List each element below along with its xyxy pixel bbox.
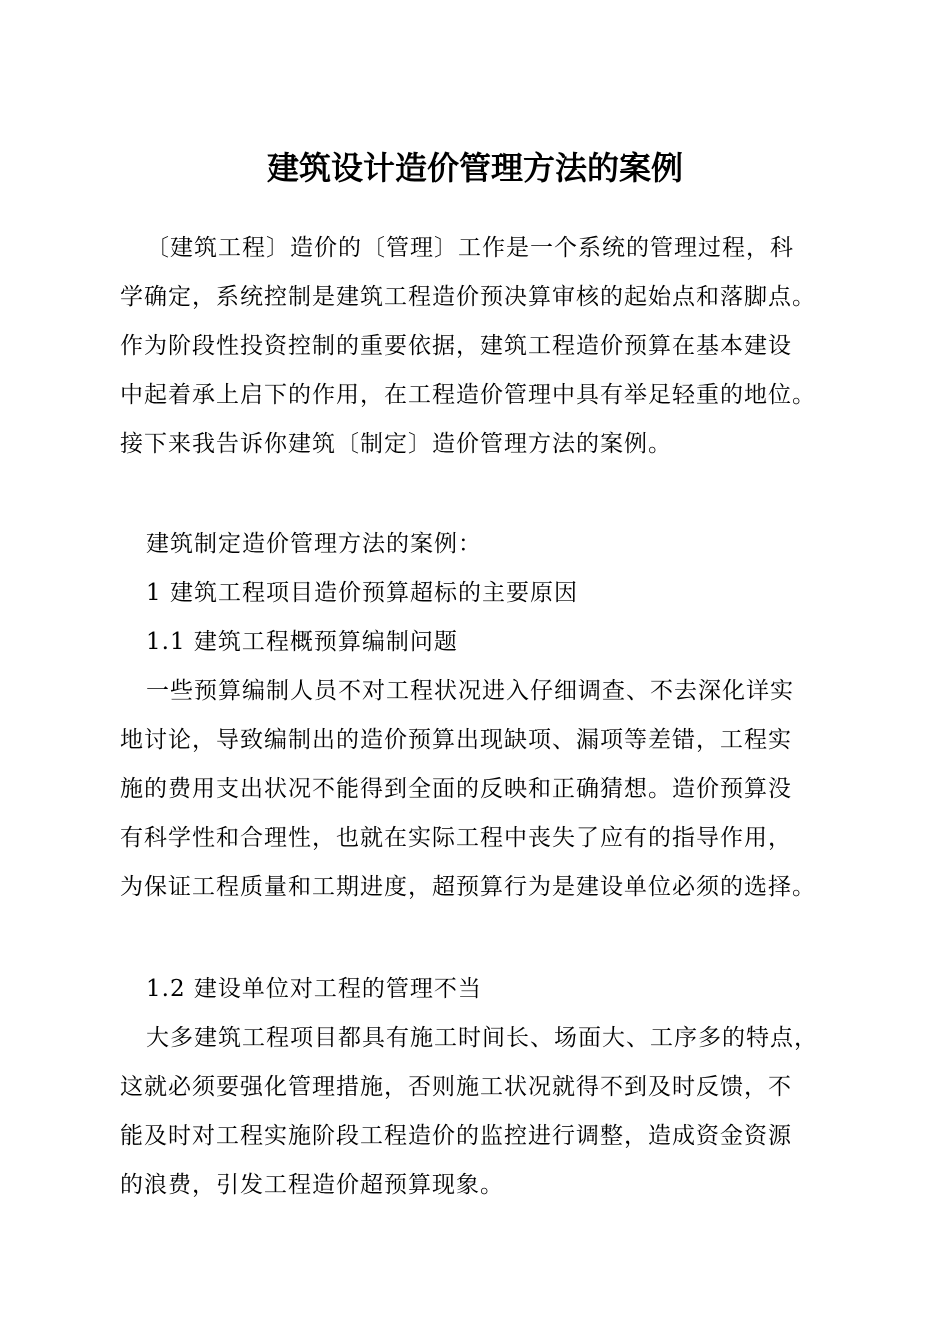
paragraph-1-1-line: 为保证工程质量和工期进度，超预算行为是建设单位必须的选择。 — [120, 874, 816, 900]
section-1-2 — [120, 965, 840, 1210]
heading-1-2: 1.2 建设单位对工程的管理不当 — [146, 976, 482, 1002]
intro-paragraph — [120, 224, 840, 469]
intro-line: 学确定，系统控制是建筑工程造价预决算审核的起始点和落脚点。 — [120, 284, 816, 310]
intro-line: 接下来我告诉你建筑〔制定〕造价管理方法的案例。 — [120, 431, 672, 457]
paragraph-1-1-line: 施的费用支出状况不能得到全面的反映和正确猜想。造价预算没 — [120, 776, 792, 802]
paragraph-1-1-line: 地讨论，导致编制出的造价预算出现缺项、漏项等差错，工程实 — [120, 727, 792, 753]
heading-1: 1 建筑工程项目造价预算超标的主要原因 — [146, 580, 578, 606]
paragraph-1-1-line: 一些预算编制人员不对工程状况进入仔细调查、不去深化详实 — [146, 678, 794, 704]
document-title: 建筑设计造价管理方法的案例 — [266, 149, 683, 187]
paragraph-1-2-line: 的浪费，引发工程造价超预算现象。 — [120, 1172, 504, 1198]
intro-line: 作为阶段性投资控制的重要依据，建筑工程造价预算在基本建设 — [120, 333, 792, 359]
paragraph-1-1-line: 有科学性和合理性，也就在实际工程中丧失了应有的指导作用， — [120, 825, 792, 851]
heading-1-1: 1.1 建筑工程概预算编制问题 — [146, 629, 458, 655]
section-body — [120, 520, 840, 912]
intro-line: 中起着承上启下的作用，在工程造价管理中具有举足轻重的地位。 — [120, 382, 816, 408]
paragraph-1-2-line: 这就必须要强化管理措施，否则施工状况就得不到及时反馈，不 — [120, 1074, 792, 1100]
section-intro: 建筑制定造价管理方法的案例： — [146, 531, 482, 557]
paragraph-1-2-line: 能及时对工程实施阶段工程造价的监控进行调整，造成资金资源 — [120, 1123, 792, 1149]
intro-line: 〔建筑工程〕造价的〔管理〕工作是一个系统的管理过程，科 — [146, 235, 794, 261]
paragraph-1-2-line: 大多建筑工程项目都具有施工时间长、场面大、工序多的特点， — [146, 1025, 818, 1051]
